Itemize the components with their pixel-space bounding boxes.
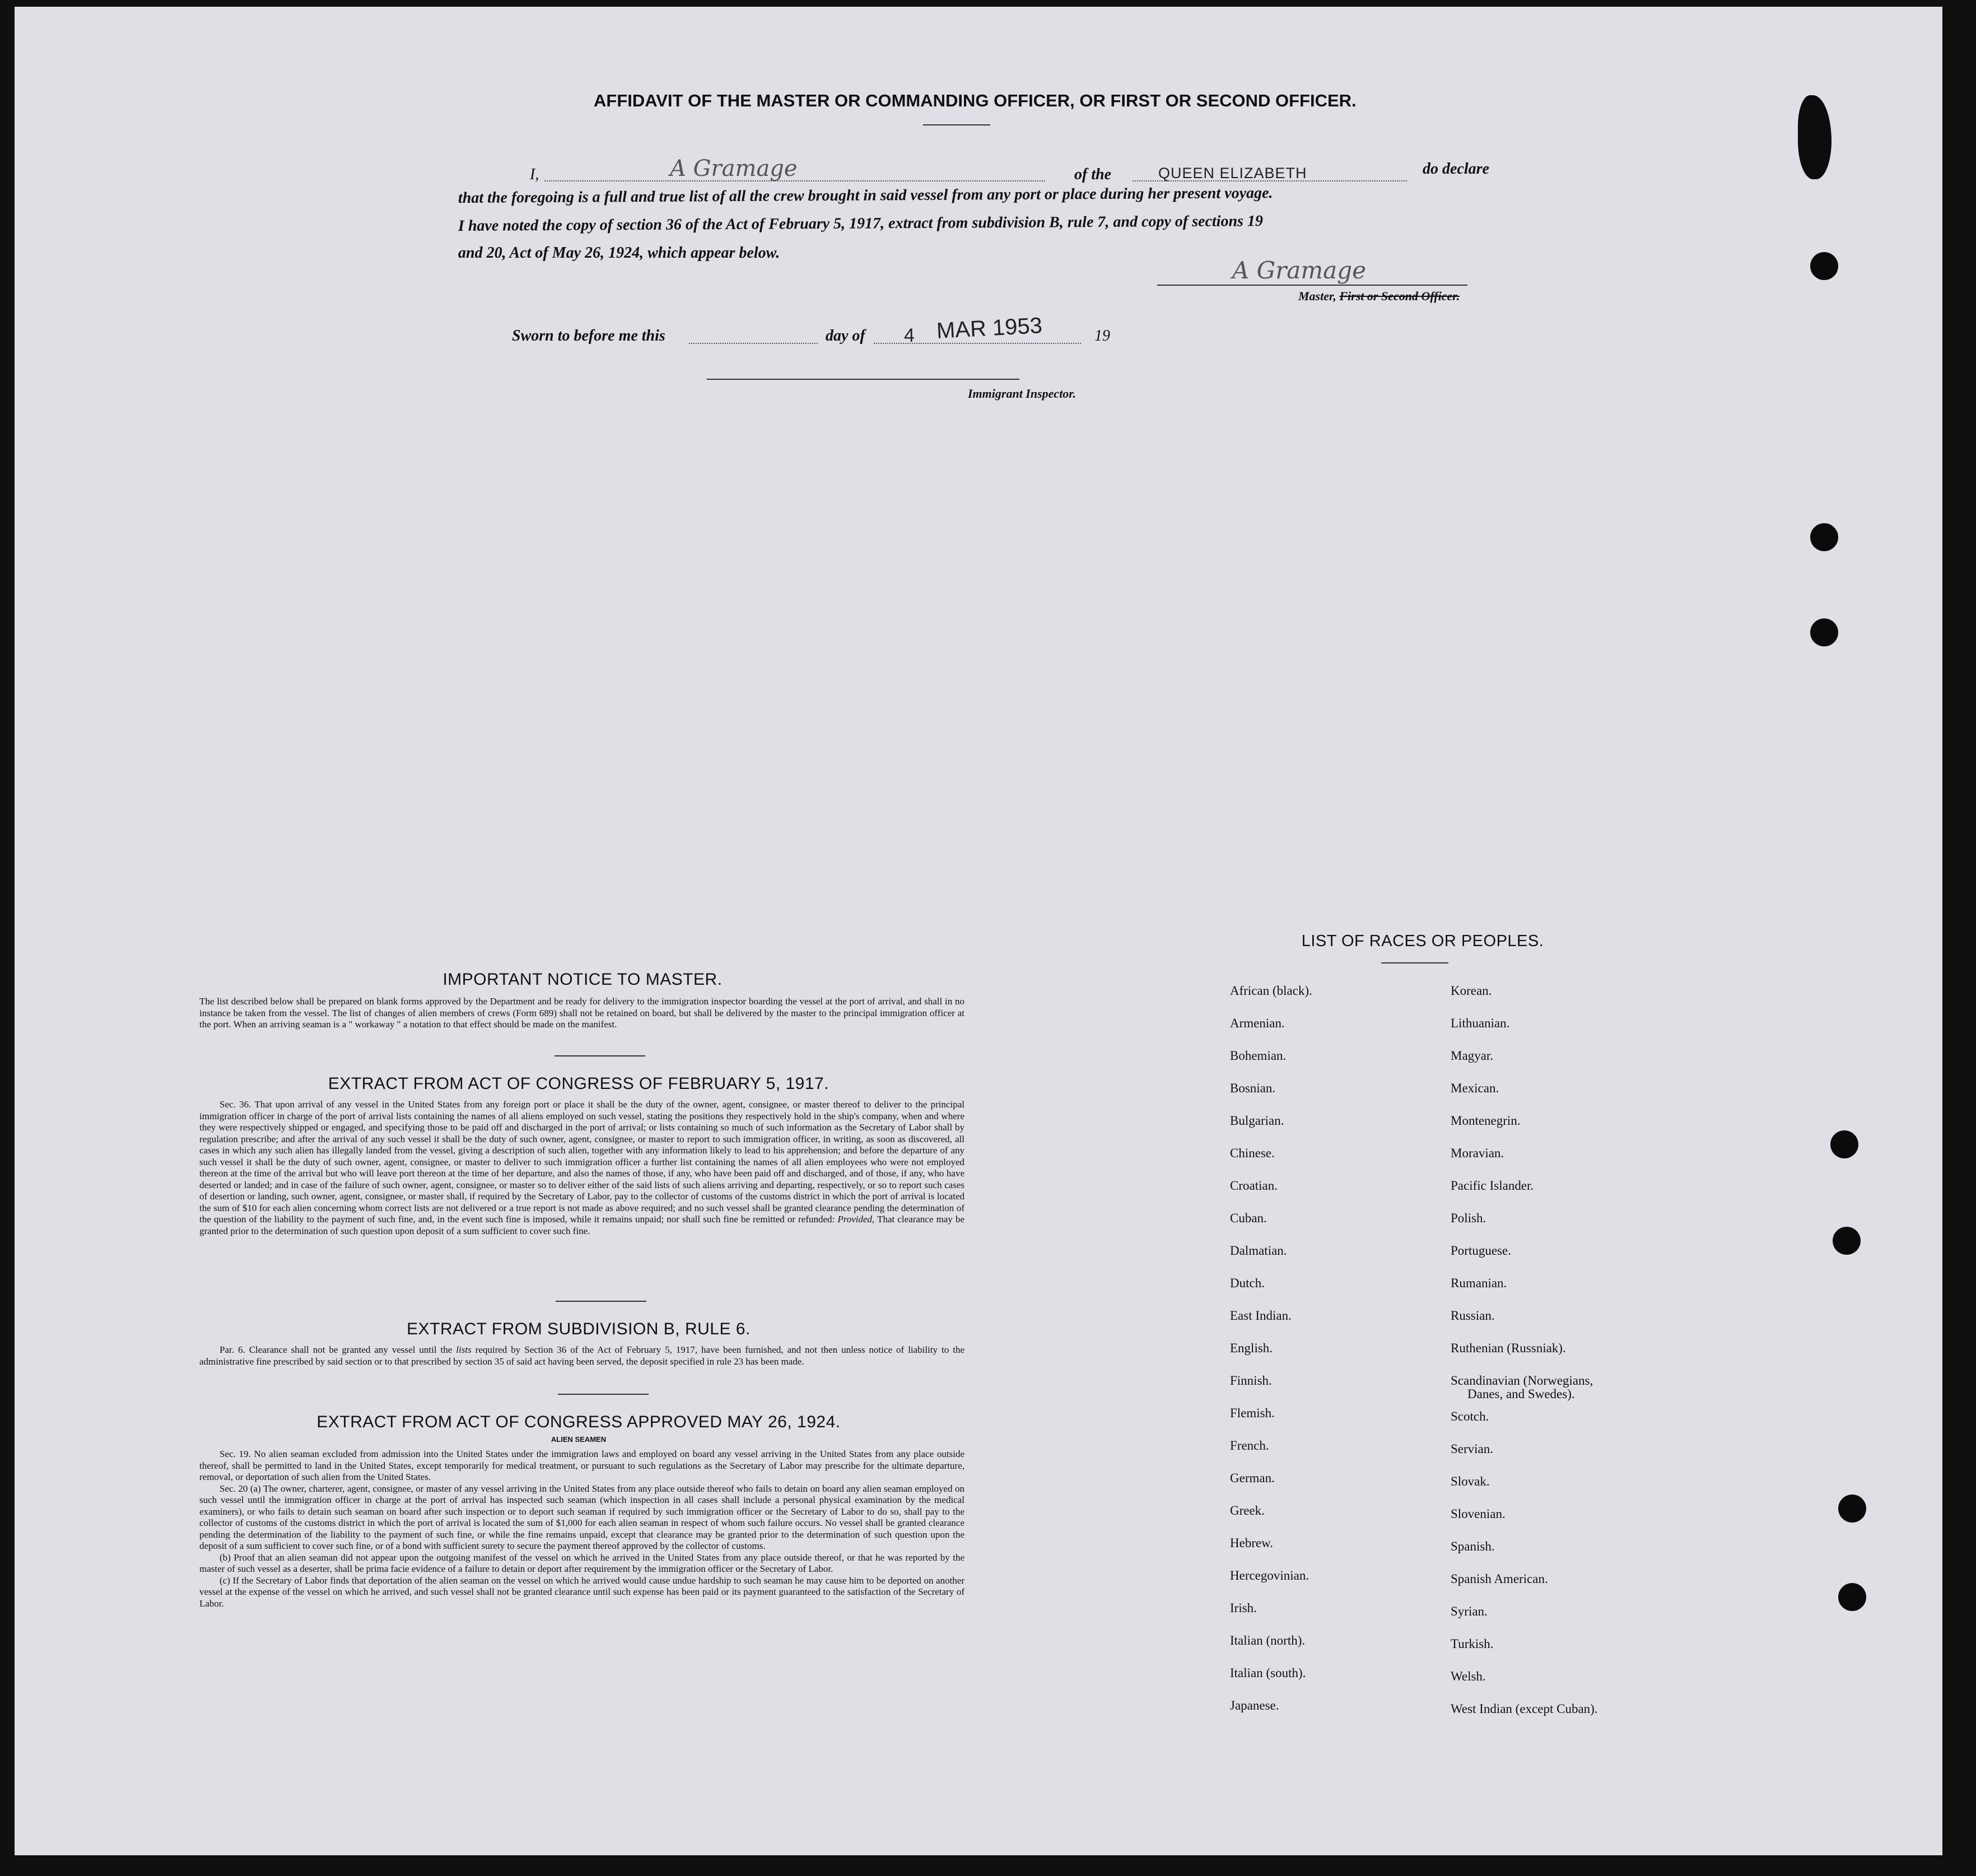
race-item: Slovenian.	[1451, 1507, 1506, 1521]
race-item: English.	[1230, 1341, 1273, 1355]
sec36-text-end: That clearance may be granted prior to the determination of such question upon deposit of a sum sufficient to cover such fine.	[199, 1214, 964, 1236]
vessel-name: QUEEN ELIZABETH	[1158, 165, 1307, 181]
races-title: LIST OF RACES OR PEOPLES.	[1301, 932, 1544, 950]
affidavit-title: AFFIDAVIT OF THE MASTER OR COMMANDING OFFICER, OR FIRST OR SECOND OFFICER.	[594, 91, 1357, 110]
race-item: Welsh.	[1451, 1669, 1486, 1683]
sec20a-label: Sec. 20 (a)	[220, 1483, 261, 1494]
race-item: Polish.	[1451, 1211, 1486, 1225]
race-item: Ruthenian (Russniak).	[1451, 1341, 1566, 1355]
sworn-prefix: Sworn to before me this	[512, 327, 665, 345]
sec20b-label: (b)	[220, 1552, 231, 1563]
punch-hole	[1838, 1495, 1866, 1523]
provided-word: Provided,	[837, 1214, 875, 1225]
sec20a-text: The owner, charterer, agent, consignee, or master of any vessel arriving in the United States from any place outside thereof who fails to detain on board any alien seaman employed on such vessel until the immigration officer in charge at the port of arrival has inspected such seaman (which inspection in all cases shall include a personal physical examination by the medical examiners), or who fails to detain such seaman on board after such inspection or to deport such seaman if required by such immigration officer or the Secretary of Labor to do so, shall pay to the collector of customs of the customs district in which the port of arrival is located the sum of $1,000 for each alien seaman in respect of whom such failure occurs. No vessel shall be granted clearance pending the determination of the liability to the payment of such fine, or while the fine remains unpaid, except that clearance may be granted prior to the determination of such question upon the deposit of a sum sufficient to cover such fine, or of a bond with sufficient surety to secure the payment thereof approved by the collector of customs.	[199, 1483, 964, 1551]
race-item: Chinese.	[1230, 1146, 1275, 1160]
race-item: Cuban.	[1230, 1211, 1267, 1225]
lists-word: lists	[456, 1344, 472, 1355]
race-item-continuation: Danes, and Swedes).	[1467, 1387, 1575, 1401]
race-item: Greek.	[1230, 1503, 1265, 1517]
race-item: Japanese.	[1230, 1698, 1279, 1712]
master-caption	[1298, 289, 1460, 304]
par6-text-b: required by Section 36 of the Act of February 5, 1917, have been furnished, and not then unless notice of liability to the administrative fine prescribed by said section or to that prescribed by section 35 of said act having been served, the deposit specified in rule 23 has been made.	[199, 1344, 965, 1367]
race-item: Scotch.	[1451, 1409, 1489, 1423]
race-item: Irish.	[1230, 1601, 1257, 1615]
inspector-signature-line	[707, 379, 1019, 380]
race-item: Flemish.	[1230, 1406, 1275, 1420]
race-item: Italian (south).	[1230, 1666, 1306, 1680]
race-item: African (black).	[1230, 984, 1312, 998]
race-item: Bohemian.	[1230, 1049, 1287, 1063]
sec20c-label: (c)	[220, 1575, 230, 1586]
master-signature: A Gramage	[1232, 257, 1366, 284]
affidavit-signature-name: A Gramage	[670, 156, 798, 181]
race-item: Lithuanian.	[1451, 1016, 1510, 1030]
punch-hole	[1810, 523, 1838, 551]
divider	[558, 1394, 649, 1395]
divider	[554, 1055, 645, 1056]
race-item: Magyar.	[1451, 1049, 1494, 1063]
race-item: Dutch.	[1230, 1276, 1265, 1290]
alien-seamen-subtitle: ALIEN SEAMEN	[551, 1435, 607, 1444]
race-item: Syrian.	[1451, 1604, 1488, 1618]
race-item: Russian.	[1451, 1309, 1495, 1323]
race-item: Bosnian.	[1230, 1081, 1276, 1095]
extract-1917-title: EXTRACT FROM ACT OF CONGRESS OF FEBRUARY 5, 1917.	[328, 1074, 829, 1093]
affidavit-line2: that the foregoing is a full and true list of all the crew brought in said vessel from any port or place during her present voyage.	[458, 184, 1273, 207]
affidavit-line1-prefix: I,	[530, 166, 539, 183]
sworn-year-prefix: 19	[1094, 327, 1110, 345]
sec20b-text: Proof that an alien seaman did not appear upon the outgoing manifest of the vessel on which he arrived in the United States from any place outside thereof, or that he was reported by the master of such vessel as a deserter, shall be prima facie evidence of a failure to detain or deport after requirement by the immigration officer or the Secretary of Labor.	[199, 1552, 964, 1574]
race-item: Moravian.	[1451, 1146, 1504, 1160]
race-item: Dalmatian.	[1230, 1244, 1287, 1258]
inspector-label: Immigrant Inspector.	[968, 387, 1076, 401]
race-item: Pacific Islander.	[1451, 1179, 1534, 1193]
sworn-stamp-month-year: MAR 1953	[935, 313, 1043, 343]
sworn-stamp-day: 4	[904, 325, 915, 346]
punch-hole	[1833, 1227, 1861, 1255]
master-struck-text: First or Second Officer.	[1339, 289, 1460, 303]
punch-hole	[1810, 252, 1838, 280]
race-item: Turkish.	[1451, 1637, 1494, 1651]
race-item: Croatian.	[1230, 1179, 1278, 1193]
master-label: Master,	[1298, 289, 1336, 303]
race-item: Finnish.	[1230, 1374, 1272, 1388]
race-item: German.	[1230, 1471, 1275, 1485]
races-title-underline	[1381, 962, 1448, 963]
race-item: Italian (north).	[1230, 1633, 1306, 1647]
master-signature-line	[1157, 285, 1467, 286]
extract-1924-title: EXTRACT FROM ACT OF CONGRESS APPROVED MAY 26, 1924.	[316, 1413, 841, 1431]
divider	[556, 1301, 646, 1302]
race-item: Hercegovinian.	[1230, 1568, 1309, 1582]
race-item: Spanish American.	[1451, 1572, 1548, 1586]
extract-rule6-title: EXTRACT FROM SUBDIVISION B, RULE 6.	[407, 1320, 751, 1338]
punch-hole	[1838, 1583, 1866, 1611]
sec19-label: Sec. 19.	[220, 1449, 251, 1459]
race-item: Spanish.	[1451, 1539, 1495, 1553]
race-item: Portuguese.	[1451, 1244, 1511, 1258]
race-item: Montenegrin.	[1451, 1114, 1521, 1128]
race-item: West Indian (except Cuban).	[1451, 1702, 1598, 1716]
par6-text-a: Clearance shall not be granted any vessel until the	[249, 1344, 453, 1355]
extract-rule6-body	[199, 1344, 964, 1367]
affidavit-do-declare: do declare	[1423, 160, 1489, 178]
extract-1924-body	[199, 1449, 964, 1609]
affidavit-of-the: of the	[1074, 166, 1112, 183]
sec20c-text: If the Secretary of Labor finds that deportation of the alien seaman on the vessel on which he arrived would cause undue hardship to such seaman he may cause him to be deported on another vessel at the expense of the vessel on which he arrived, and such vessel shall not be granted clearance until such expense has been paid or its payment guaranteed to the satisfaction of the Secretary of Labor.	[199, 1575, 965, 1609]
affidavit-line3: I have noted the copy of section 36 of the Act of February 5, 1917, extract from subdivision B, rule 7, and copy of sections 19	[458, 212, 1264, 235]
sworn-day-line	[689, 343, 818, 344]
par6-label: Par. 6.	[220, 1344, 245, 1355]
race-item: Bulgarian.	[1230, 1114, 1284, 1128]
notice-title: IMPORTANT NOTICE TO MASTER.	[442, 970, 723, 989]
race-item: Slovak.	[1451, 1474, 1490, 1488]
punch-hole	[1810, 618, 1838, 646]
sworn-day-of: day of	[826, 327, 865, 345]
race-item: Servian.	[1451, 1442, 1494, 1456]
notice-body: The list described below shall be prepared on blank forms approved by the Department and be ready for delivery to the immigration inspector boarding the vessel at the port of arrival, and shall in no instance be taken from the vessel. The list of changes of alien members of crews (Form 689) shall not be retained on board, but shall be delivered by the master to the principal immigration officer at the port. When an arriving seaman is a " workaway " a notation to that effect should be made on the manifest.	[199, 996, 964, 1030]
punch-hole	[1830, 1130, 1858, 1158]
race-item: Rumanian.	[1451, 1276, 1507, 1290]
race-item: Armenian.	[1230, 1016, 1285, 1030]
title-underline	[923, 124, 990, 125]
race-item: Scandinavian (Norwegians,	[1451, 1374, 1593, 1388]
extract-1917-body	[199, 1099, 964, 1237]
race-item: Mexican.	[1451, 1081, 1499, 1095]
affidavit-line4: and 20, Act of May 26, 1924, which appear below.	[458, 244, 780, 262]
race-item: Hebrew.	[1230, 1536, 1274, 1550]
sec36-label: Sec. 36.	[220, 1099, 251, 1110]
race-item: East Indian.	[1230, 1309, 1292, 1323]
race-item: French.	[1230, 1439, 1269, 1453]
sec19-text: No alien seaman excluded from admission into the United States under the immigration laws and employed on board any vessel arriving in the United States from any place outside thereof, shall be permitted to land in the United States, except temporarily for medical treatment, or pursuant to such regulations as the Secretary of Labor may prescribe for the ultimate departure, removal, or deportation of such alien from the United States.	[199, 1449, 964, 1482]
race-item: Korean.	[1451, 984, 1492, 998]
sec36-text: That upon arrival of any vessel in the United States from any foreign port or place it shall be the duty of the owner, agent, consignee, or master thereof to deliver to the principal immigration officer in charge of the port of arrival lists containing the names of all aliens employed on such vessel, stating the positions they respectively hold in the ship's company, when and where they were respectively shipped or engaged, and specifying those to be paid off and discharged in the port of arrival; or lists containing so much of such information as the Secretary of Labor shall by regulation prescribe; and after the arrival of any such vessel it shall be the duty of such owner, agent, consignee, or master to report to such immigration officer, in writing, as soon as discovered, all cases in which any such alien has illegally landed from the vessel, giving a description of such alien, together with any information likely to lead to his apprehension; and before the departure of any such vessel it shall be the duty of such owner, agent, consignee, or master to deliver to such immigration officer a further list containing the names of all alien employees who were not employed thereon at the time of the arrival but who will leave port thereon at the time of her departure, and also the names of those, if any, who have been paid off and discharged, and of those, if any, who have deserted or landed; and in case of the failure of such owner, agent, consignee, or master so to deliver either of the said lists of such aliens arriving and departing, respectively, or so to report such cases of desertion or landing, such owner, agent, consignee, or master shall, if required by the Secretary of Labor, pay to the collector of customs of the customs district in which the port of arrival is located the sum of $10 for each alien concerning whom correct lists are not delivered or a true report is not made as above required; and no such vessel shall be granted clearance pending the determination of the question of the liability to the payment of such fine, and, in the event such fine is imposed, while it remains unpaid; nor shall such fine be remitted or refunded:	[199, 1099, 965, 1225]
